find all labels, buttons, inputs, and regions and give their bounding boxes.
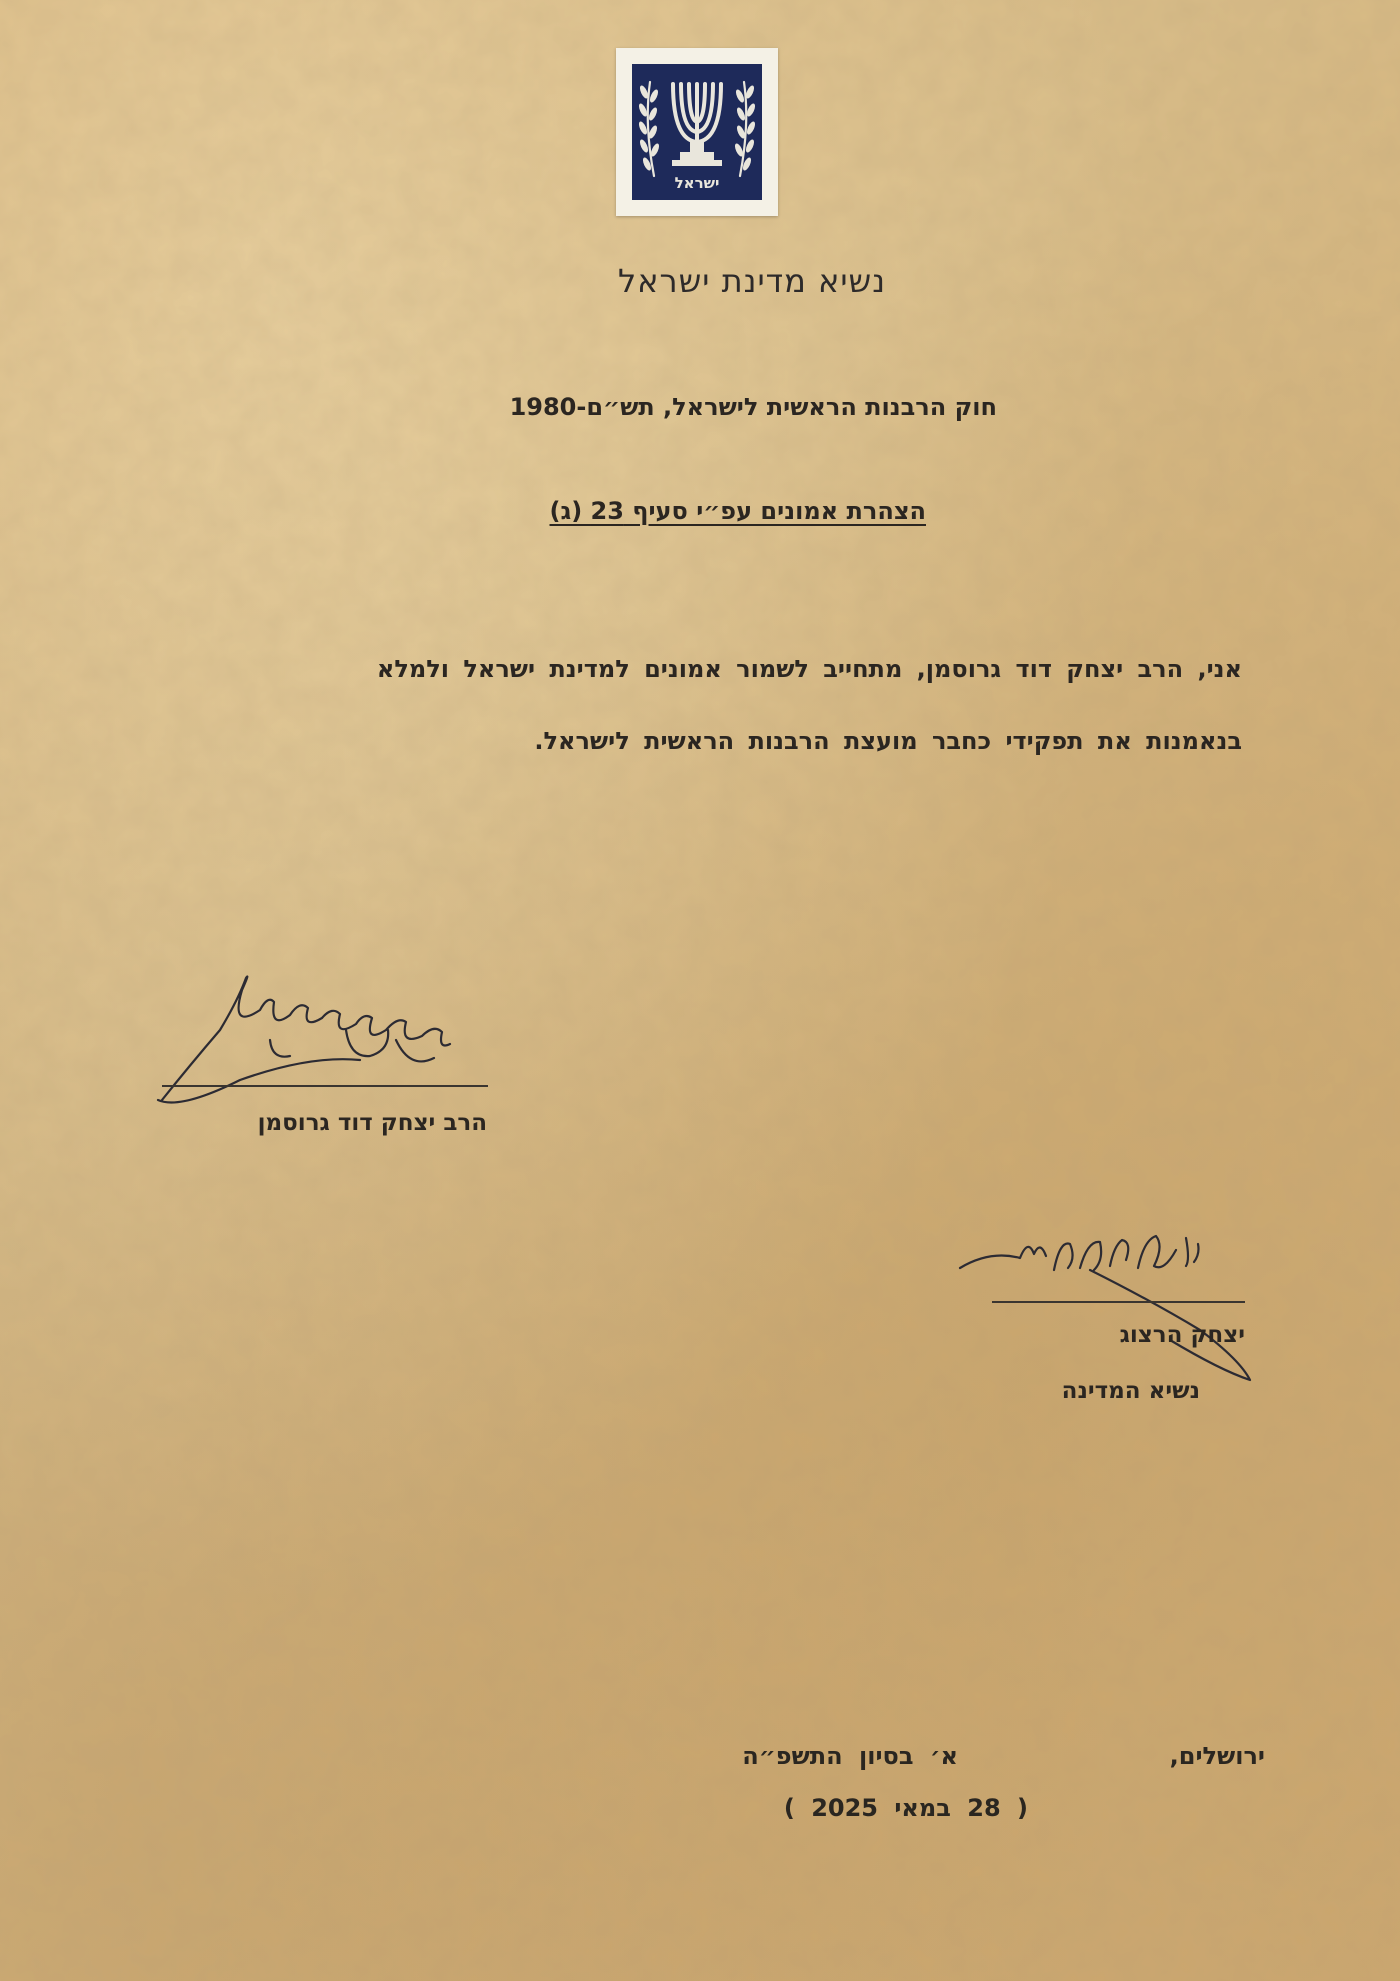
signing-place: ירושלים,: [1169, 1742, 1265, 1770]
issuer-title: נשיא מדינת ישראל: [617, 262, 887, 300]
declaration-text-line-2: בנאמנות את תפקידי כחבר מועצת הרבנות הראשית לישראל.: [534, 727, 1242, 755]
rabbi-name: הרב יצחק דוד גרוסמן: [257, 1110, 487, 1136]
president-name: יצחק הרצוג: [1119, 1322, 1245, 1348]
rabbi-handwritten-signature: [150, 960, 510, 1110]
emblem-caption: ישראל: [674, 174, 720, 192]
rabbi-signature-line: [162, 1085, 488, 1087]
state-emblem: [616, 48, 778, 216]
president-role: נשיא המדינה: [1061, 1378, 1200, 1404]
president-signature-line: [992, 1301, 1245, 1303]
menorah-emblem-icon: [632, 64, 762, 200]
declaration-title: הצהרת אמונים עפ״י סעיף 23 (ג): [549, 497, 926, 525]
gregorian-date: ( 28 במאי 2025 ): [783, 1794, 1028, 1822]
president-handwritten-signature: [950, 1210, 1270, 1390]
declaration-text-line-1: אני, הרב יצחק דוד גרוסמן, מתחייב לשמור אמונים למדינת ישראל ולמלא: [376, 655, 1242, 683]
law-title: חוק הרבנות הראשית לישראל, תש״ם-1980: [509, 393, 997, 421]
hebrew-date: א׳ בסיון התשפ״ה: [742, 1742, 958, 1770]
